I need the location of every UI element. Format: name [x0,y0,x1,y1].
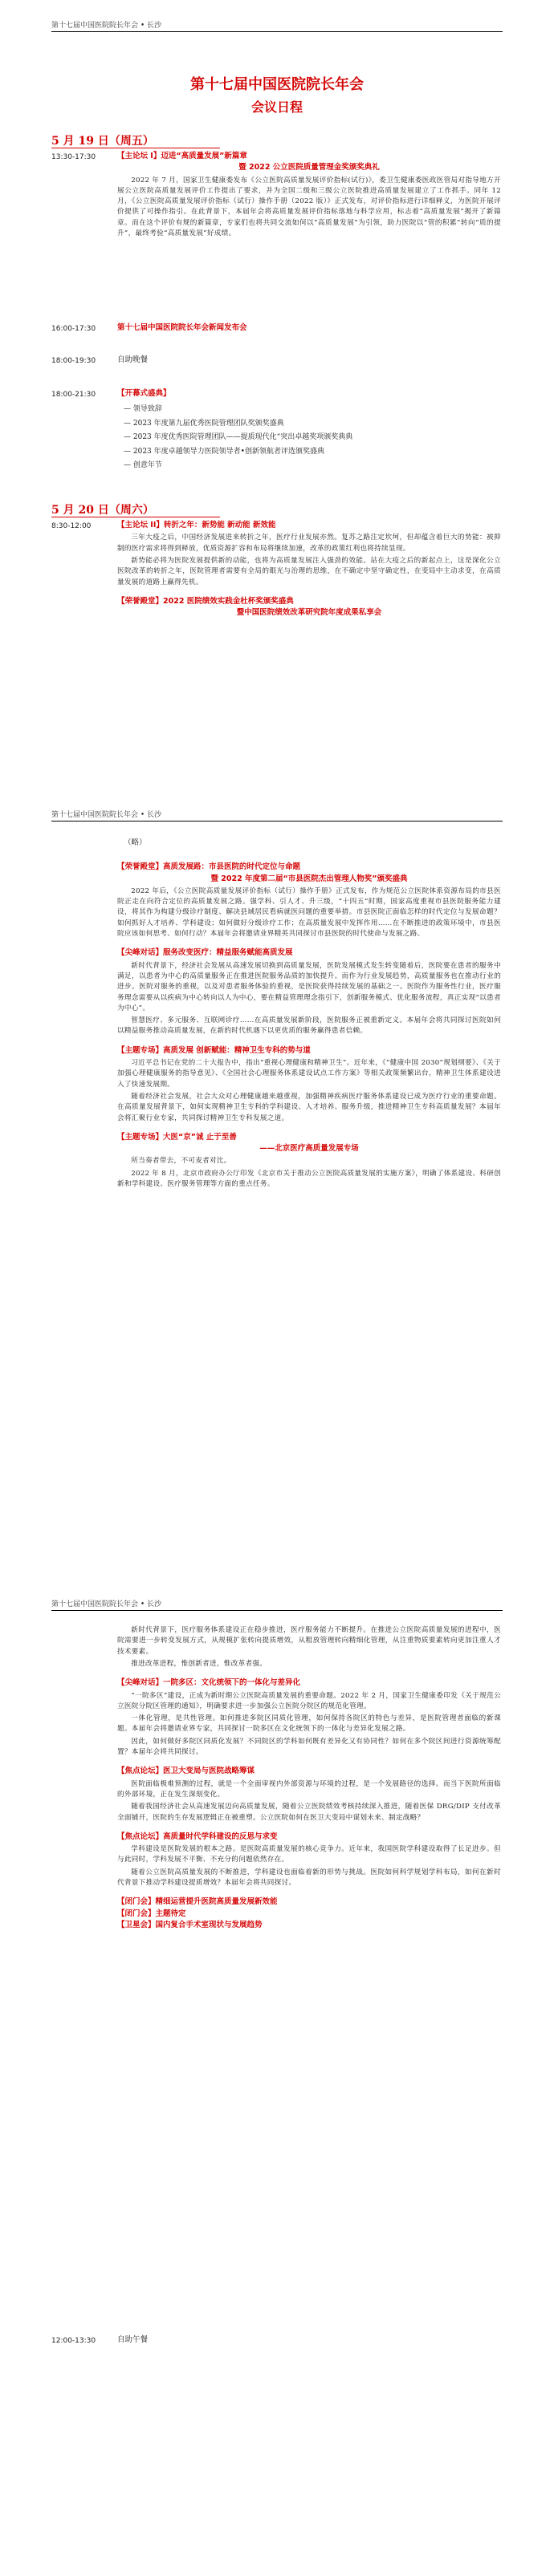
session-time: 13:30-17:30 [51,153,96,161]
session-paragraph: 推进改革进程，惟创新者进，惟改革者强。 [131,1659,267,1668]
session-subheading: 暨 2022 公立医院质量管理金奖颁奖典礼 [238,163,380,172]
session-paragraph: “一院多区”建设，正成为新时期公立医院高质量发展的重要命题。2022 年 2 月，国家卫生健康委印发《关于规范公立医院分院区管理的通知》，明确要求进一步加强公立医院分院区的规范化管理。 [117,1691,501,1710]
list-item: — 2023 年度第九届优秀医院管理团队奖颁奖盛典 [124,419,501,430]
session-heading: 【开幕式盛典】 [117,389,171,398]
session-paragraph: 2022 年 8 月，北京市政府办公厅印发《北京市关于推动公立医院高质量发展的实施方案》，明确了体系建设、科研创新和学科建设、医疗服务管理等方面的重点任务。 [117,1169,501,1188]
header-rule [51,1610,503,1611]
award-paragraph: 2022 年后，《公立医院高质量发展评价指标（试行）操作手册》正式发布，作为规范公立医院体系资源布局的市县医院正走在向符合定位的高质量发展之路。强学科、引人才、升三级，“十四五”时期，国家高度重视市县医院服务能力建设，将其作为构建分级诊疗制度、解决县域居民看病就医问题的重要举措。市县医院正面临怎样的时代定位与发展命题？如何抓好人才培养、学科建设；如何做好分级诊疗工作；在高质量发展中发挥作用……在不断推进的政策环境中，市县医院应该如何思考、如何行动？本届年会将邀请业界精英共同探讨市县医院的时代使命与发展之路。 [117,886,501,938]
satellite-session-heading: 【卫星会】国内复合手术室现状与发展趋势 [117,1920,263,1929]
award-heading: 【荣誉殿堂】高质发展路：市县医院的时代定位与命题 [117,862,301,872]
session-heading: 第十七届中国医院院长年会新闻发布会 [117,323,247,332]
session-paragraph: 因此，如何做好多院区同质化发展？不同院区的学科如何既有差异化又有协同性？如何在多个院区间进行资源统筹配置？本届年会将共同探讨。 [117,1737,501,1757]
session-paragraph: 一体化管理，是共性管理。如何推进多院区同质化管理，如何保持各院区的特色与差异，是医院管理者面临的新课题。本届年会将邀请业界专家，共同探讨一院多区在文化统领下的一体化与差异化发展之路。 [117,1714,501,1734]
session-heading: 自助午餐 [117,2335,149,2344]
session-paragraph: 习近平总书记在党的二十大报告中，指出“重视心理健康和精神卫生”。近年来，《“健康中国 2030”规划纲要》、《关于加强心理健康服务的指导意见》、《全国社会心理服务体系建设试点工作方案》等相关政策频繁出台，精神卫生体系建设进入了快速发展期。 [117,1059,501,1089]
session-time: 8:30-12:00 [51,522,92,530]
session-paragraph: 医院面临极难预测的过程，就是一个全面审视内外部资源与环境的过程，是一个发展路径的选择。而当下医院所面临的外部环境，正在发生深刻变化。 [117,1779,501,1799]
session-paragraph: 智慧医疗、多元服务、互联网诊疗……在高质量发展新阶段，医院服务正被重新定义。本届年会将共同探讨医院如何以精益服务推动高质量发展，在新的时代机遇下以更优质的服务赢得患者信赖。 [117,1016,501,1036]
session-time: 18:00-19:30 [51,357,96,365]
award-heading: 【荣誉殿堂】2022 医院绩效实践金杜杯奖颁奖盛典 [117,596,294,606]
session-block [117,520,501,619]
session-time: 12:00-13:30 [51,2337,96,2345]
session-block [117,355,501,366]
session-heading: 【主论坛 II】转折之年：新势能 新动能 新效能 [117,521,276,529]
session-heading: 【尖峰对话】一院多区：文化统领下的一体化与差异化 [117,1678,301,1688]
document-title: 第十七届中国医院院长年会 [190,76,364,93]
session-paragraph: 随着经济社会发展，社会大众对心理健康越来越重视，加强精神疾病医疗服务体系建设已成为医疗行业的重要命题。在高质量发展背景下，如何实现精神卫生专科的学科建设、人才培养、服务升级，推进精神卫生专科高质量发展？本届年会将汇聚行业专家，共同探讨精神卫生专科发展之道。 [117,1092,501,1122]
running-header-text: 第十七届中国医院院长年会 • 长沙 [51,22,162,30]
session-heading: 【焦点论坛】高质量时代学科建设的反思与求变 [117,1832,278,1841]
document-subtitle: 会议日程 [251,99,303,115]
session-heading: 【焦点论坛】医卫大变局与医院战略筹谋 [117,1767,255,1776]
session-block [117,323,501,334]
award-subheading: 暨 2022 年度第二届“市县医院杰出管理人物奖”颁奖盛典 [210,874,408,883]
session-heading: 自助晚餐 [117,355,149,364]
header-rule [51,31,503,32]
session-time: 16:00-17:30 [51,325,96,333]
session-block [117,151,501,239]
list-item: — 2023 年度卓越领导力医院领导者•创新领航者评选颁奖盛典 [124,447,501,458]
page3-content [117,1624,501,1931]
session-paragraph: 随着公立医院高质量发展的不断推进，学科建设也面临着新的形势与挑战。医院如何科学规划学科布局，如何在新时代背景下推动学科建设提质增效？本届年会将共同探讨。 [117,1868,501,1888]
session-paragraph: 学科建设是医院发展的根本之路。是医院高质量发展的核心竞争力。近年来，我国医院学科建设取得了长足进步。但与此同时，学科发展不平衡、不充分的问题依然存在。 [117,1845,501,1864]
session-heading: 【主题专场】高质发展 创新赋能：精神卫生专科的势与道 [117,1045,311,1055]
closed-session-heading: 【闭门会】主题待定 [117,1909,186,1918]
session-paragraph: 随着我国经济社会从高速发展迈向高质量发展，随着公立医院绩效考核持续深入推进，随着医保 DRG/DIP 支付改革全面铺开，医院的生存发展逻辑正在被重塑。公立医院如何在医卫大变局中谋划未来、制定战略？ [117,1803,501,1822]
session-paragraph: 所当奏者带去，不可麦者对比。 [131,1157,231,1166]
closed-session-heading: 【闭门会】精细运营提升医院高质量发展新效能 [117,1897,278,1907]
day1-date: 5 月 19 日（周五） [51,135,154,148]
list-item: — 2023 年度优秀医院管理团队——提质现代化“突出卓越奖项颁奖典典 [124,432,501,444]
session-heading: 【主论坛 I】迈进“高质量发展”新篇章 [117,152,247,160]
list-item: — 创意年节 [124,460,501,472]
omission-note: （略） [124,838,147,847]
session-block [117,2335,501,2346]
ceremony-list [117,404,501,472]
list-item: — 领导致辞 [124,404,501,416]
session-paragraph: 三年大疫之后，中国经济发展进来转折之年，医疗行业发展亦然。复苏之路注定坎坷，但却蕴含着巨大的势能：被抑制的医疗需求将得到释放，优质资源扩容和布局将继续加速，改革的政策红利也将持续显现。 [117,533,501,553]
session-paragraph: 2022 年 7 月，国家卫生健康委发布《公立医院高质量发展评价指标(试行)》，委卫生健康委医政医管局对指导地方开展公立医院高质量发展评价工作提出了要求，并为全国二级和三级公立医院推进高质量发展建立了工作抓手。同年 12 月，《公立医院高质量发展评价指标（试行）操作手册（2022 版）》正式发布，对评价指标进行详细释义，为医院开展评价提供了可操作指引。在此背景下，本届年会将高质量发展评价指标落地与科学应用，标志着“高质量发展”揭开了新篇章。而在这个评价有规的新篇章，专家们也将共同交流如何以“高质量发展”为引领，助力医院以“管的积累”转向“质的提升”，最终考验“高质量发展”好成绩。 [117,176,501,238]
session-heading: 【主题专场】大医“京”诚 止于至善 [117,1132,237,1142]
day2-date: 5 月 20 日（周六） [51,504,154,517]
page2-content [117,838,501,1190]
session-heading: 【尖峰对话】服务改变医疗：精益服务赋能高质发展 [117,948,293,958]
session-subheading: ——北京医疗高质量发展专场 [259,1144,359,1154]
session-paragraph: 新时代背景下，医疗服务体系建设正在稳步推进，医疗服务能力不断提升。在推进公立医院高质量发展的进程中，医院需要进一步转变发展方式，从规模扩张转向提质增效，从粗放管理转向精细化管理，从注重物质要素转向更加注重人才技术要素。 [117,1626,501,1656]
session-paragraph: 新势能必将为医院发展提供新的动能，也将为高质量发展注入强劲的效能。站在大疫之后的新起点上，这是深化公立医院改革的转折之年，医院管理者需要有全局的眼光与治理的思维，在不确定中坚守确定性，在变局中主动求变，在高质量发展的道路上赢得先机。 [117,556,501,586]
session-time: 18:00-21:30 [51,391,96,399]
award-subheading: 暨中国医院绩效改革研究院年度成果私享会 [236,608,382,618]
running-header-text: 第十七届中国医院院长年会 • 长沙 [51,1600,162,1608]
session-block [117,388,501,475]
running-header-text: 第十七届中国医院院长年会 • 长沙 [51,811,162,819]
session-paragraph: 新时代背景下，经济社会发展从高速发展切换到高质量发展，医院发展模式发生转变随着后，医院要在患者的服务中满足，以患者为中心的高质量服务正在推进医院服务品质的加快提升。而作为行业发展趋势，高质量服务也在推动行业的进步。医院对服务的重视，以及对患者服务体验的重视，是医院获得持续发展的基础之一。医院作为服务性行业，医疗服务理念需要从以疾病为中心转向以人为中心，要在精益管理理念指引下，创新服务模式、优化服务流程，真正实现“以患者为中心”。 [117,961,501,1012]
